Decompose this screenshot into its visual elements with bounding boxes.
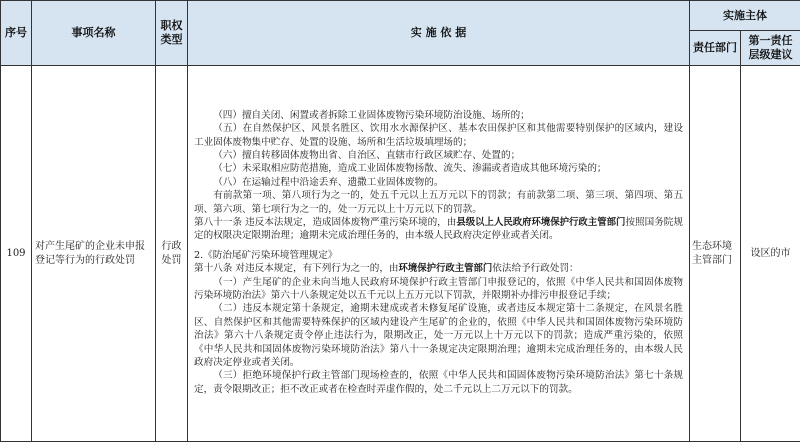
basis-p6: 有前款第一项、第八项行为之一的，处五千元以上五万元以下的罚款；有前款第二项、第三项、第四项、第五项、第六项、第七项行为之一的，处一万元以上十万元以下的罚款。 (194, 190, 683, 215)
header-type (156, 1, 188, 66)
basis-p12: （三）拒绝环境保护行政主管部门现场检查的，依照《中华人民共和国固体废物污染环境防治法》第七十条规定，责令限期改正；拒不改正或者在检查时弄虚作假的，处二千元以上二万元以下的罚款。 (194, 370, 683, 395)
basis-p3: （六）擅自转移固体废物出省、自治区、直辖市行政区域贮存、处置的； (213, 149, 521, 161)
row-no: 109 (1, 66, 32, 442)
basis-p4: （七）未采取相应防范措施，造成工业固体废物扬散、流失、渗漏或者造成其他环境污染的； (213, 163, 607, 175)
row-first: 设区的市 (741, 66, 800, 442)
header-type-line2: 类型 (160, 33, 183, 46)
row-type-line1: 行政 (161, 241, 182, 252)
basis-p11: （二）违反本规定第十条规定，逾期未建成或者未修复尾矿设施，或者违反本规定第十二条规定，在风景名胜区、自然保护区和其他需要特殊保护的区域内建设产生尾矿的企业的，依照《中华人民共和国固体废物污染环境防治法》第六十八条规定责令停止违法行为，限期改正，处一万元以上十万元以下的罚款；造成严重污染的，依照《中华人民共和国固体废物污染环境防治法》第八十一条规定决定限期治理；逾期未完成治理任务的，由本级人民政府决定停业或者关闭。 (194, 303, 683, 369)
row-dept: 生态环境主管部门 (690, 66, 741, 442)
basis-p9 (194, 262, 683, 275)
basis-p9-c: 依法给予行政处罚： (492, 263, 579, 275)
row-type (156, 66, 188, 442)
header-first (741, 31, 800, 66)
header-name: 事项名称 (32, 1, 156, 66)
header-first-line2: 层级建议 (748, 48, 793, 61)
header-first-line1: 第一责任 (748, 34, 793, 47)
basis-cell (188, 66, 690, 442)
row-type-line2: 处罚 (161, 254, 182, 266)
basis-p2: （五）在自然保护区、风景名胜区、饮用水水源保护区、基本农田保护区和其他需要特别保护的区域内，建设工业固体废物集中贮存、处置的设施、场所和生活垃圾填埋场的； (194, 123, 683, 148)
header-basis: 实 施 依 据 (188, 1, 690, 66)
header-dept: 责任部门 (690, 31, 741, 66)
header-type-line1: 职权 (160, 19, 183, 32)
header-subject: 实施主体 (690, 1, 800, 31)
basis-p7-c: 按照国务院规定的权限决定限期治理；逾期未完成治理任务的，由本级人民政府决定停业或者关闭。 (194, 216, 683, 242)
basis-p9-highlight: 环境保护行政主管部门 (398, 263, 493, 275)
row-name: 对产生尾矿的企业未申报登记等行为的行政处罚 (32, 66, 156, 442)
table-row (1, 66, 800, 442)
header-no: 序号 (1, 1, 32, 66)
basis-p1: （四）擅自关闭、闲置或者拆除工业固体废物污染环境防治设施、场所的； (213, 109, 530, 121)
basis-p5: （八）在运输过程中沿途丢弃、遗撒工业固体废物的。 (213, 176, 444, 188)
basis-p7-highlight: 县级以上人民政府环境保护行政主管部门 (456, 216, 626, 228)
basis-p10: （一）产生尾矿的企业未向当地人民政府环境保护行政主管部门申报登记的，依照《中华人民共和国固体废物污染环境防治法》第六十八条规定处以五千元以上五万元以下罚款，并限期补办排污申报登记手续； (194, 276, 683, 302)
basis-p7-a: 第八十一条 违反本法规定，造成固体废物严重污染环境的，由 (194, 216, 457, 228)
basis-p9-a: 第十八条 对违反本规定，有下列行为之一的，由 (194, 263, 399, 275)
basis-p7 (194, 216, 683, 243)
basis-p8: 2.《防治尾矿污染环境管理规定》 (194, 249, 338, 261)
